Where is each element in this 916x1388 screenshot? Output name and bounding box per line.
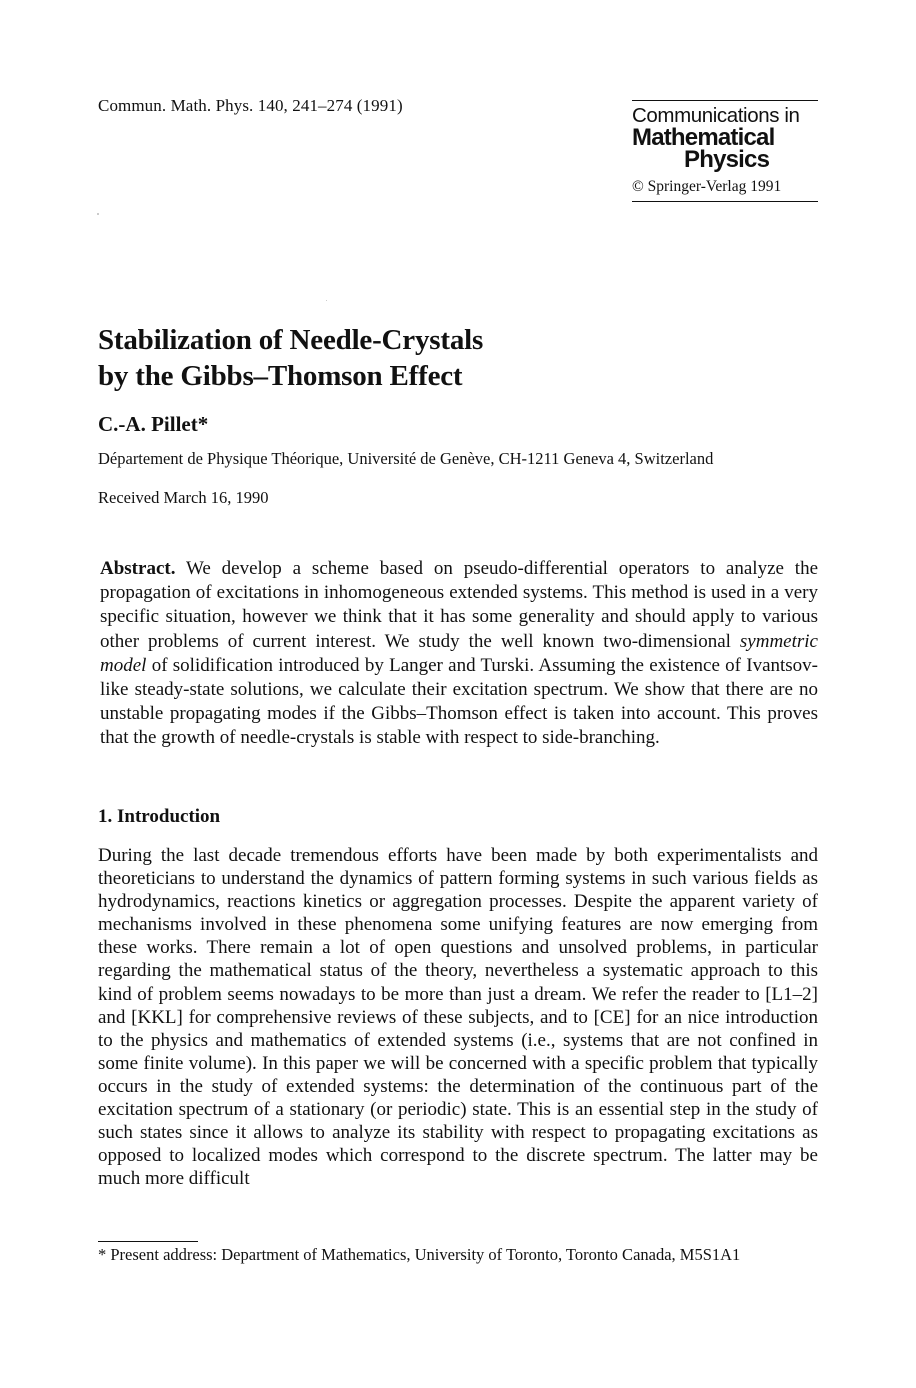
scan-speck [97,213,99,215]
journal-name-line2: Mathematical [632,123,775,151]
article-title [98,322,483,394]
section-heading-introduction: 1. Introduction [98,806,221,827]
title-line-2: by the Gibbs–Thomson Effect [98,360,463,392]
footnote-rule [98,1241,198,1242]
received-date: Received March 16, 1990 [98,488,269,507]
author-affiliation: Département de Physique Théorique, Université de Genève, CH-1211 Geneva 4, Switzerland [98,449,714,468]
footnote-present-address: * Present address: Department of Mathematics, University of Toronto, Toronto Canada, M5S1A1 [98,1245,741,1264]
scan-speck [326,300,327,301]
author-name: C.-A. Pillet* [98,412,209,436]
journal-citation: Commun. Math. Phys. 140, 241–274 (1991) [98,96,403,115]
abstract-label: Abstract. [100,558,176,579]
abstract-text-part2: of solidification introduced by Langer and Turski. Assuming the existence of Ivantsov-like steady-state solutions, we calculate their excitation spectrum. We show that there are no unstable propagating modes if the Gibbs–Thomson effect is taken into account. This proves that the growth of needle-crystals is stable with respect to side-branching. [100,654,818,749]
abstract-paragraph [100,557,818,751]
title-line-1: Stabilization of Needle-Crystals [98,324,484,356]
abstract-emphasis: symmetric model [100,630,818,676]
abstract-text-part1: We develop a scheme based on pseudo-differential operators to analyze the propagation of excitations in inhomogeneous extended systems. This method is used in a very specific situation, however we think that it has some generality and should apply to various other problems of current interest. We study the well known two-dimensional [100,558,818,652]
journal-masthead [632,100,818,202]
introduction-paragraph: During the last decade tremendous efforts have been made by both experimentalists and theoreticians to understand the dynamics of pattern forming systems in such various fields as hydrodynamics, reactions kinetics or aggregation processes. Despite the apparent variety of mechanisms involved in these phenomena some unifying features are now emerging from these works. There remain a lot of open questions and unsolved problems, in particular regarding the mathematical status of the theory, nevertheless a systematic approach to this kind of problem seems nowadays to be more than just a dream. We refer the reader to [L1–2] and [KKL] for comprehensive reviews of these subjects, and to [CE] for an nice introduction to the physics and mathematics of extended systems (i.e., systems that are not confined in some finite volume). In this paper we will be concerned with a specific problem that typically occurs in the study of extended systems: the determination of the continuous part of the excitation spectrum of a stationary (or periodic) state. This is an essential step in the study of such states since it allows to analyze its stability with respect to propagating excitations as opposed to localized modes which correspond to the discrete spectrum. The latter may be much more difficult [98,845,818,1190]
masthead-bottom-rule [632,201,818,202]
journal-name-line3: Physics [684,145,770,173]
masthead-top-rule [632,100,818,101]
publisher-copyright: © Springer-Verlag 1991 [632,177,782,195]
journal-name-line1: Communications in [632,104,800,127]
